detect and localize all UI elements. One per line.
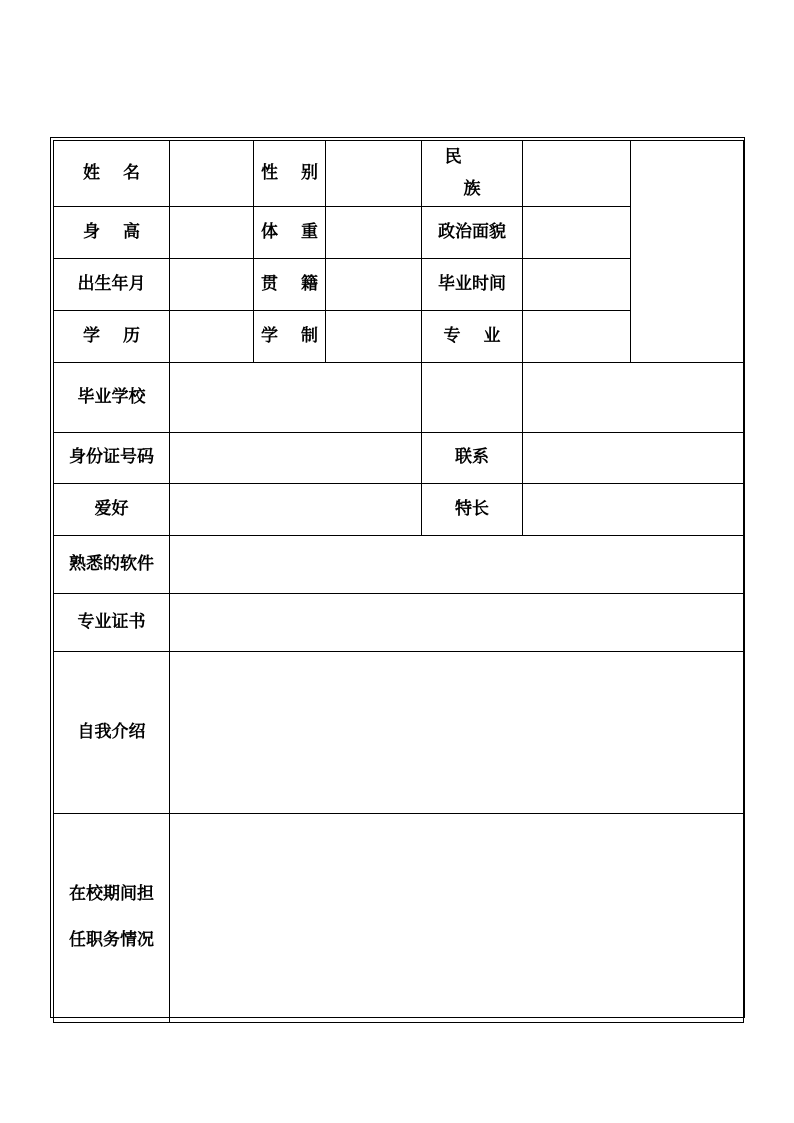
blank-label-cell xyxy=(422,362,523,432)
name-field[interactable] xyxy=(170,141,254,207)
major-label: 专 业 xyxy=(422,310,523,362)
birth-date-field[interactable] xyxy=(170,258,254,310)
self-intro-field[interactable] xyxy=(170,651,744,813)
name-label: 姓 名 xyxy=(54,141,170,207)
birth-date-label: 出生年月 xyxy=(54,258,170,310)
education-field[interactable] xyxy=(170,310,254,362)
resume-form-table xyxy=(53,140,744,1023)
major-field[interactable] xyxy=(523,310,631,362)
schooling-length-field[interactable] xyxy=(326,310,422,362)
ethnicity-label: 民 族 xyxy=(422,141,523,207)
gender-label: 性 别 xyxy=(254,141,326,207)
certificates-label: 专业证书 xyxy=(54,593,170,651)
id-number-field[interactable] xyxy=(170,432,422,483)
specialties-field[interactable] xyxy=(523,483,744,535)
height-field[interactable] xyxy=(170,206,254,258)
contact-label: 联系 xyxy=(422,432,523,483)
specialties-label: 特长 xyxy=(422,483,523,535)
graduation-time-field[interactable] xyxy=(523,258,631,310)
political-status-label: 政治面貌 xyxy=(422,206,523,258)
graduation-time-label: 毕业时间 xyxy=(422,258,523,310)
school-positions-label-text xyxy=(69,872,154,964)
form-row-11 xyxy=(54,813,744,1022)
hobbies-field[interactable] xyxy=(170,483,422,535)
familiar-software-label: 熟悉的软件 xyxy=(54,535,170,593)
photo-box[interactable] xyxy=(631,141,744,363)
form-row-9 xyxy=(54,593,744,651)
height-label: 身 高 xyxy=(54,206,170,258)
form-row-5 xyxy=(54,362,744,432)
blank-field-cell[interactable] xyxy=(523,362,744,432)
weight-field[interactable] xyxy=(326,206,422,258)
education-label: 学 历 xyxy=(54,310,170,362)
gender-field[interactable] xyxy=(326,141,422,207)
hobbies-label: 爱好 xyxy=(54,483,170,535)
id-number-label: 身份证号码 xyxy=(54,432,170,483)
native-place-label: 贯 籍 xyxy=(254,258,326,310)
ethnicity-field[interactable] xyxy=(523,141,631,207)
school-positions-line-1: 在校期间担 xyxy=(69,883,154,904)
form-row-6 xyxy=(54,432,744,483)
form-row-8 xyxy=(54,535,744,593)
school-positions-field[interactable] xyxy=(170,813,744,1022)
weight-label: 体 重 xyxy=(254,206,326,258)
contact-field[interactable] xyxy=(523,432,744,483)
native-place-field[interactable] xyxy=(326,258,422,310)
form-row-7 xyxy=(54,483,744,535)
graduation-school-field[interactable] xyxy=(170,362,422,432)
graduation-school-label: 毕业学校 xyxy=(54,362,170,432)
form-row-1 xyxy=(54,141,744,207)
schooling-length-label: 学 制 xyxy=(254,310,326,362)
school-positions-line-2: 任职务情况 xyxy=(69,929,154,950)
form-row-10 xyxy=(54,651,744,813)
school-positions-label xyxy=(54,813,170,1022)
certificates-field[interactable] xyxy=(170,593,744,651)
familiar-software-field[interactable] xyxy=(170,535,744,593)
self-intro-label: 自我介绍 xyxy=(54,651,170,813)
political-status-field[interactable] xyxy=(523,206,631,258)
